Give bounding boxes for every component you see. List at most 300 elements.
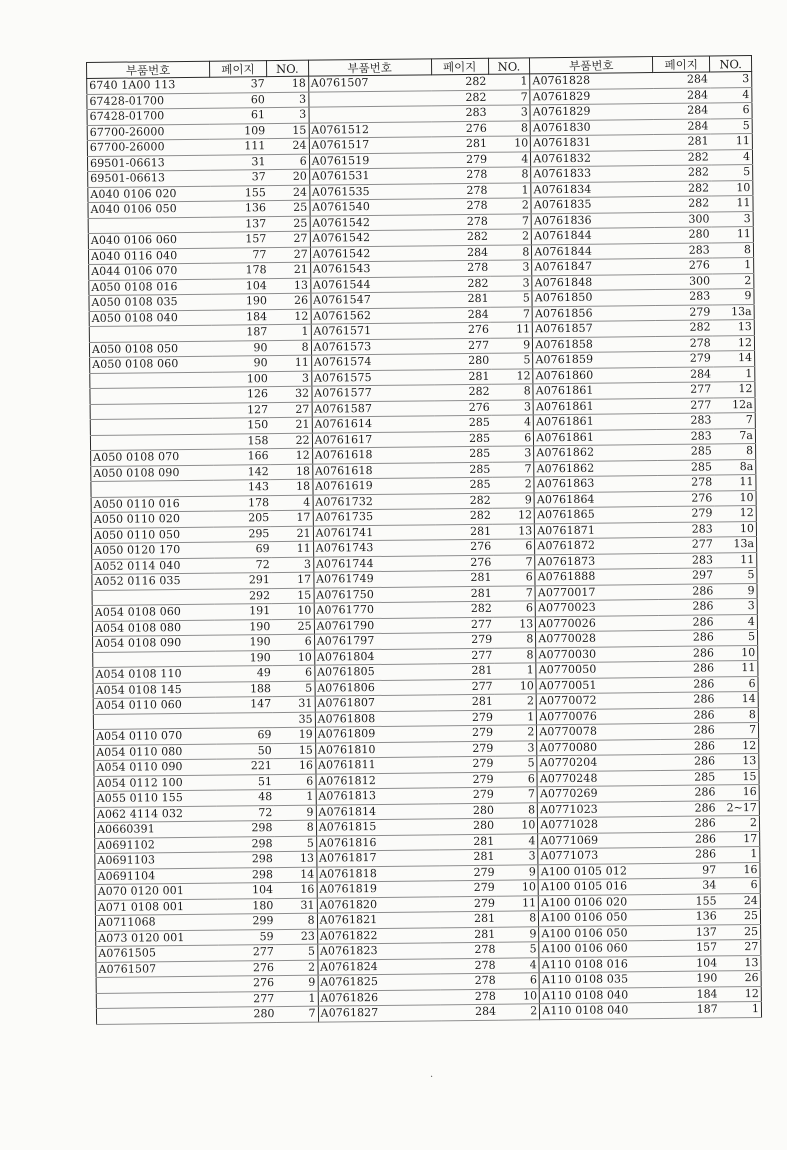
cell-part-number: A110 0108 040 — [540, 987, 663, 1004]
cell-no: 5 — [491, 291, 533, 307]
cell-page: 295 — [214, 526, 271, 542]
cell-part-number: 6740 1A00 113 — [87, 77, 210, 94]
cell-page: 279 — [438, 710, 495, 726]
cell-no: 16 — [275, 882, 317, 898]
cell-no: 11 — [711, 227, 753, 243]
cell-part-number: A0761732 — [313, 493, 436, 510]
cell-part-number: A0761797 — [314, 633, 437, 650]
cell-no: 2 — [495, 694, 537, 710]
cell-part-number: A050 0110 020 — [91, 511, 214, 528]
cell-page: 282 — [655, 320, 712, 336]
cell-part-number — [96, 992, 219, 1009]
cell-part-number: A0761861 — [533, 398, 656, 415]
cell-page: 278 — [441, 989, 498, 1005]
cell-no: 26 — [719, 970, 761, 986]
cell-page: 298 — [217, 821, 274, 837]
cell-part-number: A0761862 — [534, 460, 657, 477]
cell-part-number: A0761543 — [310, 261, 433, 278]
cell-no: 4 — [489, 151, 531, 167]
cell-page: 277 — [656, 382, 713, 398]
cell-no: 7 — [496, 787, 538, 803]
cell-part-number: A054 0108 110 — [93, 666, 216, 683]
header-part-number-1: 부품번호 — [87, 61, 210, 78]
cell-no: 25 — [719, 908, 761, 924]
cell-no: 12 — [269, 309, 311, 325]
cell-part-number: A0761749 — [313, 571, 436, 588]
cell-part-number: A0761862 — [534, 445, 657, 462]
cell-no: 21 — [271, 526, 313, 542]
cell-no: 13 — [712, 320, 754, 336]
cell-part-number: A0761888 — [535, 569, 658, 586]
cell-part-number: A0771023 — [538, 801, 661, 818]
header-page-1: 페이지 — [209, 61, 266, 78]
cell-part-number: A0761831 — [531, 135, 654, 152]
cell-page: 281 — [440, 911, 497, 927]
cell-page: 157 — [662, 940, 719, 956]
cell-no: 13a — [715, 537, 757, 553]
cell-no: 6 — [267, 154, 309, 170]
cell-page: 286 — [659, 661, 716, 677]
cell-no: 10 — [714, 490, 756, 506]
cell-page: 34 — [661, 878, 718, 894]
cell-page: 276 — [655, 258, 712, 274]
cell-part-number: A0761812 — [316, 772, 439, 789]
cell-no: 10 — [272, 603, 314, 619]
cell-part-number: A0761844 — [532, 243, 655, 260]
cell-page: 277 — [437, 648, 494, 664]
cell-no: 7 — [713, 413, 755, 429]
cell-part-number: A100 0105 012 — [538, 863, 661, 880]
cell-part-number: A0771073 — [538, 848, 661, 865]
cell-part-number: A050 0108 090 — [91, 465, 214, 482]
cell-no: 3 — [267, 107, 309, 123]
cell-no: 32 — [270, 386, 312, 402]
cell-part-number: A0761830 — [530, 119, 653, 136]
cell-page: 158 — [213, 433, 270, 449]
cell-no: 23 — [276, 929, 318, 945]
cell-part-number: A054 0108 090 — [93, 635, 216, 652]
cell-page: 282 — [433, 276, 490, 292]
cell-part-number: A054 0108 080 — [92, 620, 215, 637]
cell-part-number: A054 0110 090 — [94, 759, 217, 776]
cell-page: 100 — [213, 371, 270, 387]
cell-part-number: A0761857 — [533, 321, 656, 338]
cell-page: 279 — [438, 756, 495, 772]
cell-no: 11 — [711, 196, 753, 212]
cell-no: 7 — [492, 461, 534, 477]
cell-no: 1 — [713, 366, 755, 382]
cell-page: 31 — [210, 154, 267, 170]
cell-part-number: A073 0120 001 — [96, 930, 219, 947]
cell-page: 69 — [216, 728, 273, 744]
cell-page: 104 — [218, 883, 275, 899]
cell-part-number: A0761542 — [310, 214, 433, 231]
cell-no: 11 — [497, 895, 539, 911]
cell-part-number: 67428-01700 — [87, 108, 210, 125]
cell-no: 12 — [493, 508, 535, 524]
cell-no: 1 — [276, 991, 318, 1007]
cell-part-number: A0761540 — [310, 199, 433, 216]
cell-page: 282 — [431, 74, 488, 90]
cell-page: 277 — [656, 397, 713, 413]
cell-page: 190 — [215, 619, 272, 635]
cell-no: 31 — [275, 898, 317, 914]
cell-part-number: A0761847 — [532, 259, 655, 276]
parts-index-table — [86, 55, 762, 1024]
cell-no: 2 — [492, 477, 534, 493]
cell-no: 10 — [489, 136, 531, 152]
cell-page: 286 — [660, 738, 717, 754]
header-no-1: NO. — [266, 60, 308, 76]
cell-page: 300 — [655, 273, 712, 289]
cell-no: 5 — [276, 944, 318, 960]
cell-no: 2~17 — [718, 800, 760, 816]
cell-part-number: A0761517 — [309, 137, 432, 154]
cell-part-number: A0761809 — [315, 726, 438, 743]
cell-no: 8 — [717, 707, 759, 723]
cell-page: 279 — [438, 725, 495, 741]
cell-part-number — [309, 106, 432, 123]
cell-part-number: A055 0110 155 — [94, 790, 217, 807]
parts-index-body — [87, 72, 762, 1024]
cell-page: 281 — [436, 570, 493, 586]
cell-no: 15 — [717, 769, 759, 785]
cell-page: 60 — [210, 92, 267, 108]
cell-page: 279 — [657, 506, 714, 522]
cell-page: 281 — [434, 369, 491, 385]
parts-index-sheet — [86, 55, 772, 1042]
cell-no: 6 — [493, 570, 535, 586]
cell-no: 9 — [493, 492, 535, 508]
cell-no: 10 — [496, 818, 538, 834]
cell-part-number: A050 0108 060 — [90, 356, 213, 373]
cell-no: 1 — [274, 789, 316, 805]
cell-no: 5 — [497, 942, 539, 958]
cell-part-number: A0761864 — [534, 491, 657, 508]
cell-page: 278 — [657, 475, 714, 491]
cell-part-number: A0761805 — [314, 664, 437, 681]
cell-page: 137 — [211, 216, 268, 232]
cell-page: 279 — [437, 632, 494, 648]
cell-part-number: A0761861 — [534, 414, 657, 431]
cell-part-number — [90, 403, 213, 420]
cell-no: 18 — [267, 76, 309, 92]
cell-page: 69 — [214, 542, 271, 558]
cell-no: 3 — [272, 557, 314, 573]
cell-page: 285 — [435, 462, 492, 478]
cell-page: 37 — [210, 77, 267, 93]
cell-page: 298 — [218, 867, 275, 883]
cell-no: 12 — [491, 368, 533, 384]
cell-part-number: A0761617 — [312, 431, 435, 448]
header-part-number-2: 부품번호 — [308, 59, 431, 76]
cell-no: 17 — [718, 831, 760, 847]
cell-page: 276 — [436, 555, 493, 571]
cell-part-number: A0761562 — [311, 307, 434, 324]
cell-part-number: A071 0108 001 — [95, 899, 218, 916]
cell-page: 184 — [212, 309, 269, 325]
cell-no: 1 — [488, 74, 530, 90]
cell-no: 16 — [717, 784, 759, 800]
cell-page: 281 — [436, 524, 493, 540]
header-page-3: 페이지 — [653, 56, 710, 73]
cell-part-number: A0761844 — [532, 228, 655, 245]
cell-no: 3 — [710, 72, 752, 88]
cell-part-number: A0770080 — [537, 739, 660, 756]
cell-no: 10 — [495, 678, 537, 694]
cell-no: 8 — [497, 911, 539, 927]
cell-page: 278 — [433, 214, 490, 230]
cell-part-number: A0770269 — [537, 786, 660, 803]
cell-part-number: A070 0120 001 — [95, 883, 218, 900]
cell-page: 298 — [218, 836, 275, 852]
cell-no: 3 — [715, 599, 757, 615]
cell-no: 11 — [491, 322, 533, 338]
cell-page: 281 — [438, 694, 495, 710]
cell-part-number: A0761535 — [309, 183, 432, 200]
cell-page: 286 — [661, 831, 718, 847]
cell-page: 282 — [436, 508, 493, 524]
footer-mark: · — [430, 1072, 434, 1083]
cell-part-number: A0761808 — [315, 710, 438, 727]
cell-part-number — [308, 90, 431, 107]
cell-no: 13 — [275, 851, 317, 867]
cell-part-number: A0761827 — [318, 1005, 441, 1022]
cell-part-number: A100 0106 050 — [539, 925, 662, 942]
cell-page: 147 — [216, 697, 273, 713]
cell-part-number: A0761587 — [312, 400, 435, 417]
cell-part-number: A0761531 — [309, 168, 432, 185]
cell-part-number: A0761856 — [532, 305, 655, 322]
cell-no: 7 — [276, 1006, 318, 1022]
cell-part-number: A0691102 — [95, 837, 218, 854]
cell-part-number — [93, 651, 216, 668]
cell-part-number: A0761850 — [532, 290, 655, 307]
cell-part-number: A0761819 — [317, 881, 440, 898]
cell-page: 284 — [653, 103, 710, 119]
cell-part-number: A0761828 — [530, 73, 653, 90]
cell-part-number: A0761542 — [310, 230, 433, 247]
cell-part-number: A0761811 — [315, 757, 438, 774]
cell-part-number: A0761822 — [317, 927, 440, 944]
cell-page: 282 — [654, 180, 711, 196]
cell-page: 187 — [663, 1002, 720, 1018]
cell-no: 2 — [498, 1004, 540, 1020]
cell-page: 190 — [215, 635, 272, 651]
header-page-2: 페이지 — [431, 58, 488, 75]
cell-no: 12a — [713, 397, 755, 413]
cell-part-number: A0761817 — [316, 850, 439, 867]
cell-page: 277 — [438, 679, 495, 695]
cell-no: 6 — [274, 774, 316, 790]
cell-page: 292 — [215, 588, 272, 604]
cell-page: 276 — [219, 960, 276, 976]
cell-page — [216, 712, 273, 728]
cell-page: 276 — [432, 121, 489, 137]
cell-no: 11 — [271, 541, 313, 557]
cell-page: 279 — [440, 896, 497, 912]
cell-part-number: A0771069 — [538, 832, 661, 849]
cell-page: 190 — [216, 650, 273, 666]
cell-no: 7 — [488, 89, 530, 105]
cell-page: 283 — [655, 289, 712, 305]
cell-page: 191 — [215, 604, 272, 620]
cell-no: 25 — [268, 216, 310, 232]
cell-part-number: A054 0108 145 — [93, 682, 216, 699]
cell-page: 286 — [660, 785, 717, 801]
cell-page: 126 — [213, 387, 270, 403]
cell-part-number — [90, 418, 213, 435]
cell-page: 127 — [213, 402, 270, 418]
cell-part-number — [92, 589, 215, 606]
cell-no: 15 — [267, 123, 309, 139]
cell-part-number: A040 0106 020 — [88, 186, 211, 203]
cell-page: 90 — [212, 356, 269, 372]
cell-page: 280 — [219, 1007, 276, 1023]
cell-page: 279 — [439, 865, 496, 881]
cell-no: 2 — [490, 198, 532, 214]
cell-no: 12 — [713, 335, 755, 351]
cell-part-number: 69501-06613 — [88, 170, 211, 187]
cell-page: 286 — [661, 847, 718, 863]
cell-part-number: A0761810 — [315, 741, 438, 758]
cell-no: 6 — [496, 771, 538, 787]
cell-no: 6 — [718, 877, 760, 893]
cell-part-number: A100 0106 050 — [539, 910, 662, 927]
cell-part-number: A0770072 — [536, 693, 659, 710]
cell-page: 278 — [441, 973, 498, 989]
cell-page: 286 — [659, 692, 716, 708]
cell-no: 3 — [489, 105, 531, 121]
cell-no: 14 — [713, 351, 755, 367]
cell-page: 143 — [214, 480, 271, 496]
cell-no: 8 — [496, 802, 538, 818]
cell-page: 142 — [214, 464, 271, 480]
cell-page: 286 — [661, 816, 718, 832]
cell-part-number: A0761848 — [532, 274, 655, 291]
cell-page: 282 — [437, 601, 494, 617]
cell-no: 5 — [710, 118, 752, 134]
cell-no: 27 — [268, 231, 310, 247]
cell-part-number: A0761542 — [310, 245, 433, 262]
cell-page: 279 — [440, 880, 497, 896]
cell-part-number: A0761519 — [309, 152, 432, 169]
cell-part-number: A0761872 — [535, 538, 658, 555]
cell-no: 7 — [491, 306, 533, 322]
cell-page: 277 — [658, 537, 715, 553]
cell-page: 285 — [657, 444, 714, 460]
cell-part-number: A0761743 — [313, 540, 436, 557]
cell-no: 2 — [712, 273, 754, 289]
cell-no: 21 — [270, 417, 312, 433]
cell-no: 14 — [275, 867, 317, 883]
cell-page: 279 — [655, 304, 712, 320]
cell-page: 282 — [431, 90, 488, 106]
cell-no: 24 — [718, 893, 760, 909]
cell-page: 286 — [658, 583, 715, 599]
cell-no: 9 — [276, 975, 318, 991]
cell-page: 280 — [434, 353, 491, 369]
cell-no: 8 — [490, 244, 532, 260]
cell-page: 281 — [439, 834, 496, 850]
cell-page: 279 — [432, 152, 489, 168]
cell-page: 283 — [658, 521, 715, 537]
cell-page: 278 — [656, 335, 713, 351]
cell-no: 7 — [717, 722, 759, 738]
cell-page: 180 — [218, 898, 275, 914]
cell-page: 150 — [213, 418, 270, 434]
cell-part-number: A0761835 — [531, 197, 654, 214]
cell-part-number: A0761813 — [316, 788, 439, 805]
cell-no: 6 — [716, 676, 758, 692]
cell-part-number: A0761818 — [317, 865, 440, 882]
cell-part-number: A110 0108 035 — [539, 972, 662, 989]
cell-page: 281 — [440, 927, 497, 943]
cell-part-number: A0770017 — [535, 584, 658, 601]
cell-no: 1 — [712, 258, 754, 274]
cell-no: 31 — [273, 696, 315, 712]
cell-no: 7a — [714, 428, 756, 444]
cell-page: 276 — [657, 490, 714, 506]
cell-no: 12 — [271, 448, 313, 464]
cell-part-number: A050 0108 070 — [91, 449, 214, 466]
cell-no: 3 — [490, 275, 532, 291]
cell-part-number — [93, 713, 216, 730]
cell-no: 8a — [714, 459, 756, 475]
cell-page: 281 — [653, 134, 710, 150]
cell-no: 6 — [494, 601, 536, 617]
cell-page: 279 — [438, 741, 495, 757]
cell-part-number: A050 0120 170 — [92, 542, 215, 559]
cell-page: 221 — [217, 759, 274, 775]
cell-no: 8 — [494, 647, 536, 663]
cell-part-number — [96, 976, 219, 993]
cell-no: 4 — [711, 149, 753, 165]
cell-no: 16 — [718, 862, 760, 878]
cell-no: 1 — [720, 1001, 762, 1017]
cell-page: 276 — [435, 400, 492, 416]
cell-page: 277 — [437, 617, 494, 633]
cell-page: 104 — [212, 278, 269, 294]
cell-page: 137 — [662, 924, 719, 940]
cell-part-number: A100 0106 020 — [539, 894, 662, 911]
cell-page: 49 — [216, 666, 273, 682]
cell-page: 157 — [211, 232, 268, 248]
cell-no: 2 — [276, 960, 318, 976]
cell-no: 7 — [493, 554, 535, 570]
cell-part-number: A0761573 — [311, 338, 434, 355]
cell-part-number — [91, 480, 214, 497]
cell-page: 278 — [440, 942, 497, 958]
cell-page: 51 — [217, 774, 274, 790]
cell-page: 190 — [212, 294, 269, 310]
cell-no: 22 — [270, 433, 312, 449]
cell-no: 8 — [274, 820, 316, 836]
cell-part-number: A110 0108 040 — [540, 1003, 663, 1020]
cell-part-number: A052 0114 040 — [92, 558, 215, 575]
cell-no: 6 — [498, 973, 540, 989]
cell-no: 8 — [275, 913, 317, 929]
cell-no: 25 — [272, 619, 314, 635]
cell-part-number: A050 0110 016 — [91, 496, 214, 513]
cell-page: 284 — [653, 87, 710, 103]
cell-part-number: A054 0110 060 — [93, 697, 216, 714]
cell-part-number: A0761507 — [308, 75, 431, 92]
cell-no: 1 — [494, 663, 536, 679]
cell-part-number: A062 4114 032 — [94, 806, 217, 823]
cell-part-number: A0761834 — [531, 181, 654, 198]
cell-no: 20 — [268, 169, 310, 185]
